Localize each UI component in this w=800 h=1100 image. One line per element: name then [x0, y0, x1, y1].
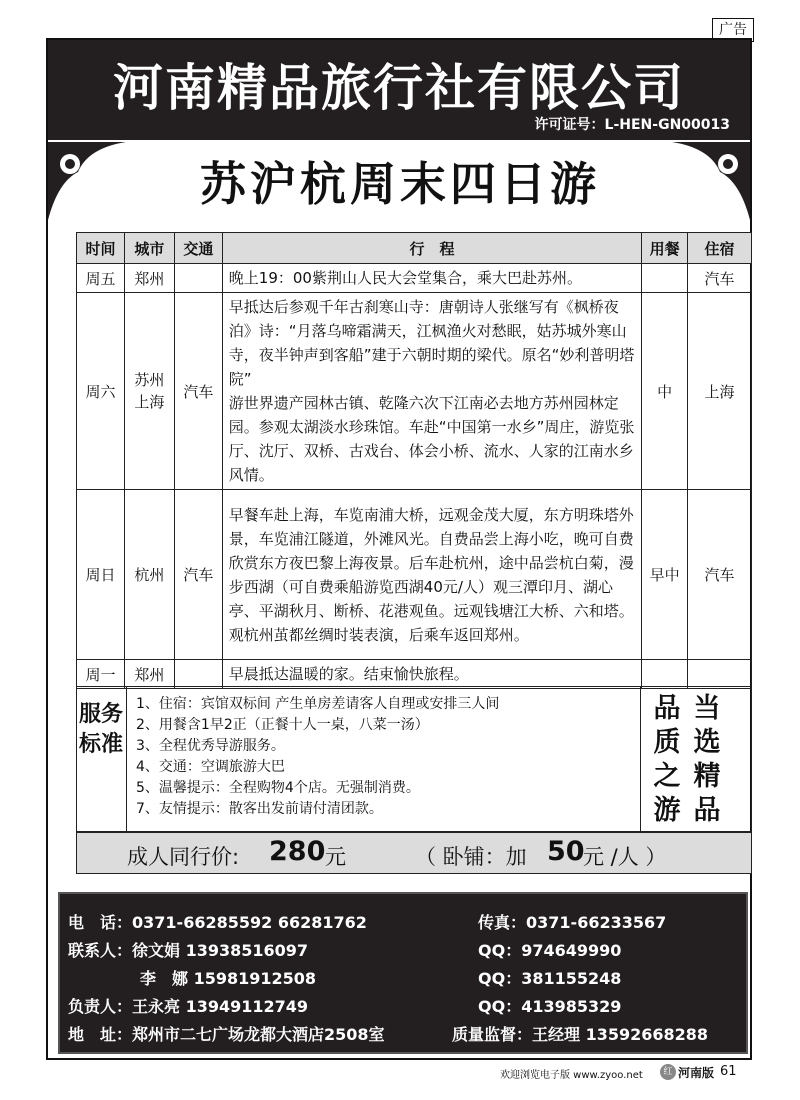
sleeper-suffix: 元 /人 ） — [583, 845, 667, 869]
phone-value: 0371-66285592 66281762 — [132, 913, 367, 932]
day-cell: 周一 — [77, 660, 125, 689]
itinerary-cell: 早抵达后参观千年古刹寒山寺：唐朝诗人张继写有《枫桥夜泊》诗：“月落乌啼霜满天，江枫渔火对愁眠，姑苏城外寒山寺，夜半钟声到客船”建于六朝时期的梁代。原名“妙利普明塔院” 游世界遗产园林古镇、乾隆六次下江南必去地方苏州园林定园。参观太湖淡水珍珠馆。车赴“中国第一水乡”周庄，游览张厅、沈厅、双桥、古戏台、体会小桥、流水、人家的江南水乡风情。 — [222, 293, 641, 490]
sleeper-prefix: （ 卧铺：加 — [415, 845, 527, 869]
table-row — [77, 660, 752, 689]
itinerary-cell: 晚上19：00紫荆山人民大会堂集合，乘大巴赴苏州。 — [222, 264, 641, 293]
fax-label: 传真： — [478, 913, 527, 932]
qq-row-1 — [478, 938, 621, 961]
ad-tag: 广告 — [712, 18, 754, 42]
transport-cell: 汽车 — [174, 293, 222, 490]
address-label: 地 址： — [68, 1025, 133, 1044]
price-unit: 元 — [325, 845, 346, 869]
stay-cell: 上海 — [688, 293, 752, 490]
phone-label: 电 话： — [68, 913, 133, 932]
license-number: 许可证号：L-HEN-GN00013 — [534, 117, 730, 133]
qq-label: QQ： — [478, 941, 522, 960]
supervisor-row — [452, 1022, 708, 1045]
service-label: 服务标准 — [78, 702, 123, 757]
stay-cell — [688, 660, 752, 689]
supervisor-value: 王经理 13592668288 — [532, 1025, 709, 1044]
table-row — [77, 293, 752, 490]
day-cell: 周日 — [77, 490, 125, 660]
price-amount: 280 — [269, 836, 326, 867]
city-cell: 郑州 — [124, 660, 174, 689]
slogan-right: 当选精品 — [693, 693, 721, 826]
qq-value: 413985329 — [521, 997, 622, 1016]
supervisor-label: 质量监督： — [452, 1025, 533, 1044]
list-item: 7、友情提示：散客出发前请付清团款。 — [136, 801, 383, 817]
qq-row-3 — [478, 994, 621, 1017]
contact-footer — [58, 892, 748, 1054]
stay-cell: 汽车 — [688, 490, 752, 660]
contact-label: 联系人： — [68, 941, 133, 960]
day-cell: 周六 — [77, 293, 125, 490]
header-time: 时间 — [77, 233, 125, 264]
manager-label: 负责人： — [68, 997, 133, 1016]
stay-cell: 汽车 — [688, 264, 752, 293]
header-transport: 交通 — [174, 233, 222, 264]
page-number: 61 — [720, 1064, 737, 1079]
day-cell: 周五 — [77, 264, 125, 293]
city-cell: 郑州 — [124, 264, 174, 293]
edition-logo-icon: 红 — [660, 1064, 676, 1080]
manager-row — [68, 994, 308, 1017]
meal-cell: 早中 — [642, 490, 688, 660]
meal-cell — [642, 264, 688, 293]
list-item: 2、用餐含1早2正（正餐十人一桌，八菜一汤） — [136, 717, 429, 733]
slogan-left: 品质之游 — [653, 693, 681, 826]
list-item: 5、温馨提示：全程购物4个店。无强制消费。 — [136, 780, 420, 796]
address-row — [68, 1022, 385, 1045]
transport-cell — [174, 264, 222, 293]
qq-label: QQ： — [478, 969, 522, 988]
manager-value: 王永亮 13949112749 — [132, 997, 309, 1016]
company-name: 河南精品旅行社有限公司 — [113, 59, 685, 117]
address-value: 郑州市二七广场龙都大酒店2508室 — [132, 1025, 385, 1044]
city-cell: 苏州 上海 — [124, 293, 174, 490]
service-list — [136, 694, 499, 820]
header-stay: 住宿 — [688, 233, 752, 264]
header-meal: 用餐 — [642, 233, 688, 264]
list-item: 3、全程优秀导游服务。 — [136, 738, 285, 754]
itinerary-table — [76, 232, 752, 689]
qq-value: 974649990 — [521, 941, 622, 960]
city-cell: 杭州 — [124, 490, 174, 660]
table-row — [77, 264, 752, 293]
meal-cell — [642, 660, 688, 689]
table-header-row — [77, 233, 752, 264]
transport-cell — [174, 660, 222, 689]
divider — [640, 686, 641, 832]
footer-note: 欢迎浏览电子版 www.zyoo.net — [500, 1070, 643, 1081]
itinerary-cell: 早餐车赴上海，车览南浦大桥，远观金茂大厦，东方明珠塔外景，车览浦江隧道，外滩风光。自费品尝上海小吃，晚可自费欣赏东方夜巴黎上海夜景。后车赴杭州，途中品尝杭白菊，漫步西湖（可自费乘船游览西湖40元/人）观三潭印月、湖心亭、平湖秋月、断桥、花港观鱼。远观钱塘江大桥、六和塔。观杭州茧都丝绸时装表演，后乘车返回郑州。 — [222, 490, 641, 660]
transport-cell: 汽车 — [174, 490, 222, 660]
phone-row — [68, 910, 367, 933]
contact-row — [68, 938, 308, 961]
contact-person-2: 李 娜 15981912508 — [140, 969, 317, 988]
header-city: 城市 — [124, 233, 174, 264]
tour-title: 苏沪杭周末四日游 — [200, 157, 600, 211]
meal-cell: 中 — [642, 293, 688, 490]
fax-row — [478, 910, 666, 933]
list-item: 1、住宿：宾馆双标间 产生单房差请客人自理或安排三人间 — [136, 696, 500, 712]
qq-label: QQ： — [478, 997, 522, 1016]
contact-person-1: 徐文娟 13938516097 — [132, 941, 309, 960]
divider — [126, 686, 127, 832]
price-bar — [76, 832, 752, 874]
itinerary-cell: 早晨抵达温暖的家。结束愉快旅程。 — [222, 660, 641, 689]
contact-row-2 — [140, 966, 316, 989]
table-row — [77, 490, 752, 660]
qq-row-2 — [478, 966, 621, 989]
list-item: 4、交通：空调旅游大巴 — [136, 759, 285, 775]
price-label: 成人同行价: — [127, 845, 240, 869]
fax-value: 0371-66233567 — [526, 913, 667, 932]
qq-value: 381155248 — [521, 969, 622, 988]
edition-label: 河南版 — [678, 1066, 715, 1080]
header-itinerary: 行 程 — [222, 233, 641, 264]
sleeper-amount: 50 — [547, 836, 585, 867]
